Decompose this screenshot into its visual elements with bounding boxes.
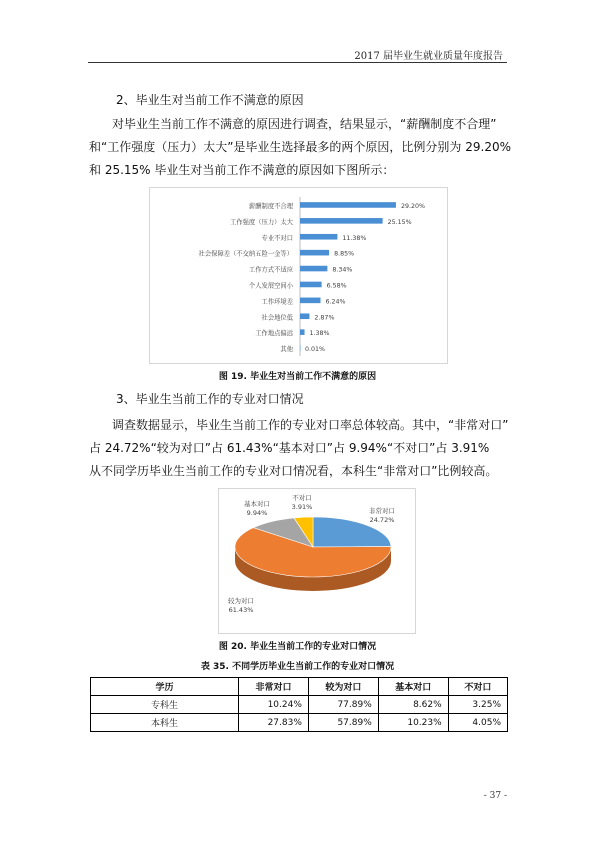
page-number: - 37 - bbox=[483, 791, 507, 801]
value-label: 29.20% bbox=[400, 202, 425, 210]
category-label: 薪酬制度不合理 bbox=[248, 202, 293, 210]
table-cell: 4.05% bbox=[448, 714, 507, 732]
value-label: 8.85% bbox=[334, 250, 355, 258]
bar-chart-svg bbox=[150, 188, 447, 363]
bar bbox=[300, 234, 337, 240]
slice-value-label: 24.72% bbox=[369, 516, 395, 524]
figure-19-caption: 图 19. 毕业生对当前工作不满意的原因 bbox=[218, 372, 377, 382]
value-label: 8.34% bbox=[332, 266, 353, 274]
section-2-paragraph bbox=[89, 113, 512, 182]
section-3-line-1: 调查数据显示，毕业生当前工作的专业对口率总体较高。其中，“非常对口” bbox=[112, 418, 509, 432]
figure-20-chart bbox=[218, 488, 416, 634]
table-cell: 3.25% bbox=[448, 696, 507, 714]
table-cell: 77.89% bbox=[308, 696, 378, 714]
table-35-caption: 表 35. 不同学历毕业生当前工作的专业对口情况 bbox=[200, 662, 395, 672]
table-cell: 27.83% bbox=[239, 714, 309, 732]
value-label: 25.15% bbox=[387, 218, 412, 226]
bar bbox=[300, 298, 321, 304]
slice-name-label: 非常对口 bbox=[369, 507, 395, 515]
table-cell: 10.23% bbox=[378, 714, 448, 732]
bar bbox=[300, 202, 396, 208]
section-3-heading: 3、毕业生当前工作的专业对口情况 bbox=[116, 392, 304, 406]
pie-chart-svg bbox=[219, 489, 415, 633]
slice-name-label: 不对口 bbox=[292, 494, 312, 502]
table-header-row bbox=[91, 678, 508, 696]
row-label: 本科生 bbox=[91, 714, 239, 732]
col-header-degree: 学历 bbox=[91, 678, 239, 696]
category-label: 个人发展空间小 bbox=[248, 282, 293, 290]
col-header-basic-match: 基本对口 bbox=[378, 678, 448, 696]
value-label: 6.24% bbox=[325, 298, 346, 306]
col-header-fairly-match: 较为对口 bbox=[308, 678, 378, 696]
value-label: 11.38% bbox=[342, 234, 367, 242]
bar bbox=[300, 266, 327, 272]
section-2-line-3: 和 25.15% 毕业生对当前工作不满意的原因如下图所示： bbox=[89, 163, 395, 177]
table-cell: 10.24% bbox=[239, 696, 309, 714]
slice-value-label: 9.94% bbox=[246, 509, 268, 517]
bar bbox=[300, 250, 329, 256]
figure-20-caption: 图 20. 毕业生当前工作的专业对口情况 bbox=[218, 642, 377, 652]
value-label: 0.01% bbox=[305, 346, 326, 354]
bar bbox=[300, 329, 305, 335]
slice-value-label: 61.43% bbox=[228, 606, 254, 614]
category-label: 专业不对口 bbox=[261, 234, 293, 242]
slice-value-label: 3.91% bbox=[291, 503, 313, 511]
section-2-line-2: 和“工作强度（压力）太大”是毕业生选择最多的两个原因，比例分别为 29.20% bbox=[89, 140, 512, 154]
bar bbox=[300, 282, 322, 288]
value-label: 2.87% bbox=[314, 314, 335, 322]
row-label: 专科生 bbox=[91, 696, 239, 714]
table-row bbox=[91, 696, 508, 714]
bar bbox=[300, 313, 309, 319]
bar bbox=[300, 218, 383, 224]
section-2-heading: 2、毕业生对当前工作不满意的原因 bbox=[116, 93, 304, 107]
category-label: 社会地位低 bbox=[261, 314, 293, 322]
section-2-line-1: 对毕业生当前工作不满意的原因进行调查，结果显示，“薪酬制度不合理” bbox=[112, 117, 497, 131]
table-35 bbox=[90, 677, 508, 732]
table-row bbox=[91, 714, 508, 732]
slice-name-label: 较为对口 bbox=[228, 597, 254, 605]
slice-name-label: 基本对口 bbox=[244, 500, 270, 508]
col-header-very-match: 非常对口 bbox=[239, 678, 309, 696]
category-label: 社会保障差（不交纳五险一金等） bbox=[198, 250, 293, 258]
figure-19-chart bbox=[149, 187, 448, 364]
category-label: 工作地点偏远 bbox=[255, 330, 293, 338]
category-label: 其他 bbox=[280, 346, 293, 354]
running-header: 2017 届毕业生就业质量年度报告 bbox=[354, 51, 503, 62]
section-3-paragraph bbox=[89, 414, 509, 483]
value-label: 6.58% bbox=[326, 282, 347, 290]
table-cell: 57.89% bbox=[308, 714, 378, 732]
col-header-no-match: 不对口 bbox=[448, 678, 507, 696]
category-label: 工作方式不适应 bbox=[248, 266, 293, 274]
section-3-line-2: 占 24.72%“较为对口”占 61.43%“基本对口”占 9.94%“不对口”占 3.91% bbox=[89, 441, 490, 455]
value-label: 1.38% bbox=[309, 330, 330, 338]
section-3-line-3: 从不同学历毕业生当前工作的专业对口情况看，本科生“非常对口”比例较高。 bbox=[89, 464, 498, 478]
header-rule bbox=[88, 62, 507, 63]
category-label: 工作环境差 bbox=[261, 298, 293, 306]
category-label: 工作强度（压力）太大 bbox=[230, 218, 293, 226]
table-cell: 8.62% bbox=[378, 696, 448, 714]
